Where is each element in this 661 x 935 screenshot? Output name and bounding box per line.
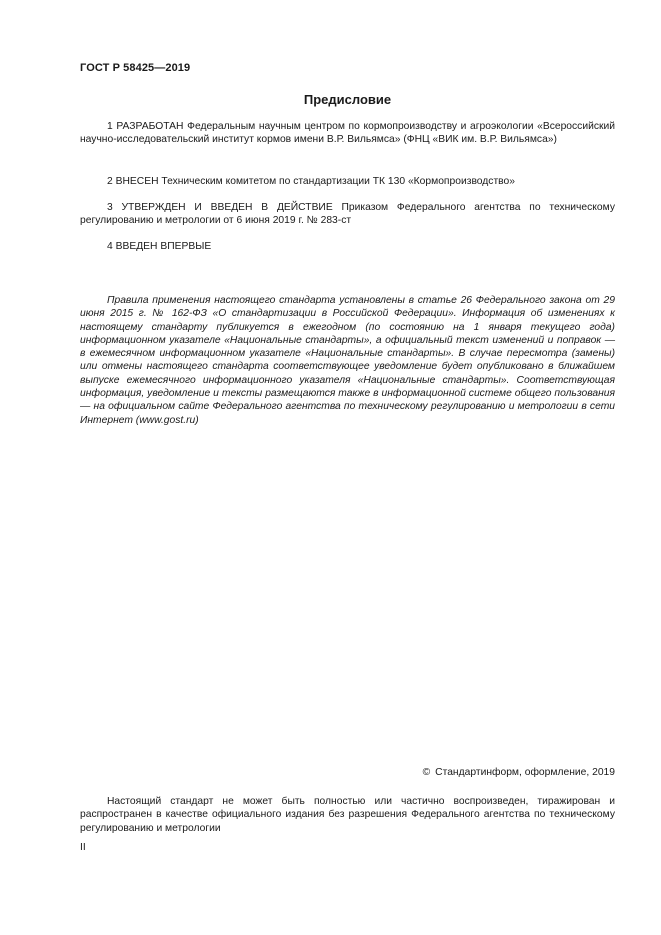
foreword-title: Предисловие <box>303 92 392 107</box>
standard-code: ГОСТ Р 58425—2019 <box>80 62 191 74</box>
application-rules-notice: Правила применения настоящего стандарта установлены в статье 26 Федерального закона от 29 июня 2015 г. № 162-ФЗ «О стандартизации в Российской Федерации». Информация об изменениях к настоящему стандарту публикуется в ежегодном (по состоянию на 1 января текущего года) информационном указателе «Национальные стандарты», а официальный текст изменений и поправок — в ежемесячном информационном указателе «Национальные стандарты». В случае пересмотра (замены) или отмены настоящего стандарта соответствующее уведомление будет опубликовано в ближайшем выпуске ежемесячного информационного указателя «Национальные стандарты». Соответствующая информация, уведомление и тексты размещаются также в информационной системе общего пользования — на официальном сайте Федерального агентства по техническому регулированию и метрологии в сети Интернет (www.gost.ru) <box>80 295 615 426</box>
copyright-icon: © <box>422 767 431 778</box>
foreword-item-submitted: 2 ВНЕСЕН Техническим комитетом по стандартизации ТК 130 «Кормопроизводство» <box>107 176 515 187</box>
foreword-item-approved: 3 УТВЕРЖДЕН И ВВЕДЕН В ДЕЙСТВИЕ Приказом Федерального агентства по техническому регулированию и метрологии от 6 июня 2019 г. № 283-ст <box>80 202 615 227</box>
copyright-text: Стандартинформ, оформление, 2019 <box>435 767 615 778</box>
copyright-line <box>423 767 615 778</box>
reproduction-notice: Настоящий стандарт не может быть полностью или частично воспроизведен, тиражирован и распространен в качестве официального издания без разрешения Федерального агентства по техническому регулированию и метрологии <box>80 796 615 834</box>
page-number: II <box>80 842 86 853</box>
foreword-item-introduced: 4 ВВЕДЕН ВПЕРВЫЕ <box>107 241 212 252</box>
foreword-item-developed: 1 РАЗРАБОТАН Федеральным научным центром по кормопроизводству и агроэкологии «Всероссийский научно-исследовательский институт кормов имени В.Р. Вильямса» (ФНЦ «ВИК им. В.Р. Вильямса») <box>80 121 615 146</box>
